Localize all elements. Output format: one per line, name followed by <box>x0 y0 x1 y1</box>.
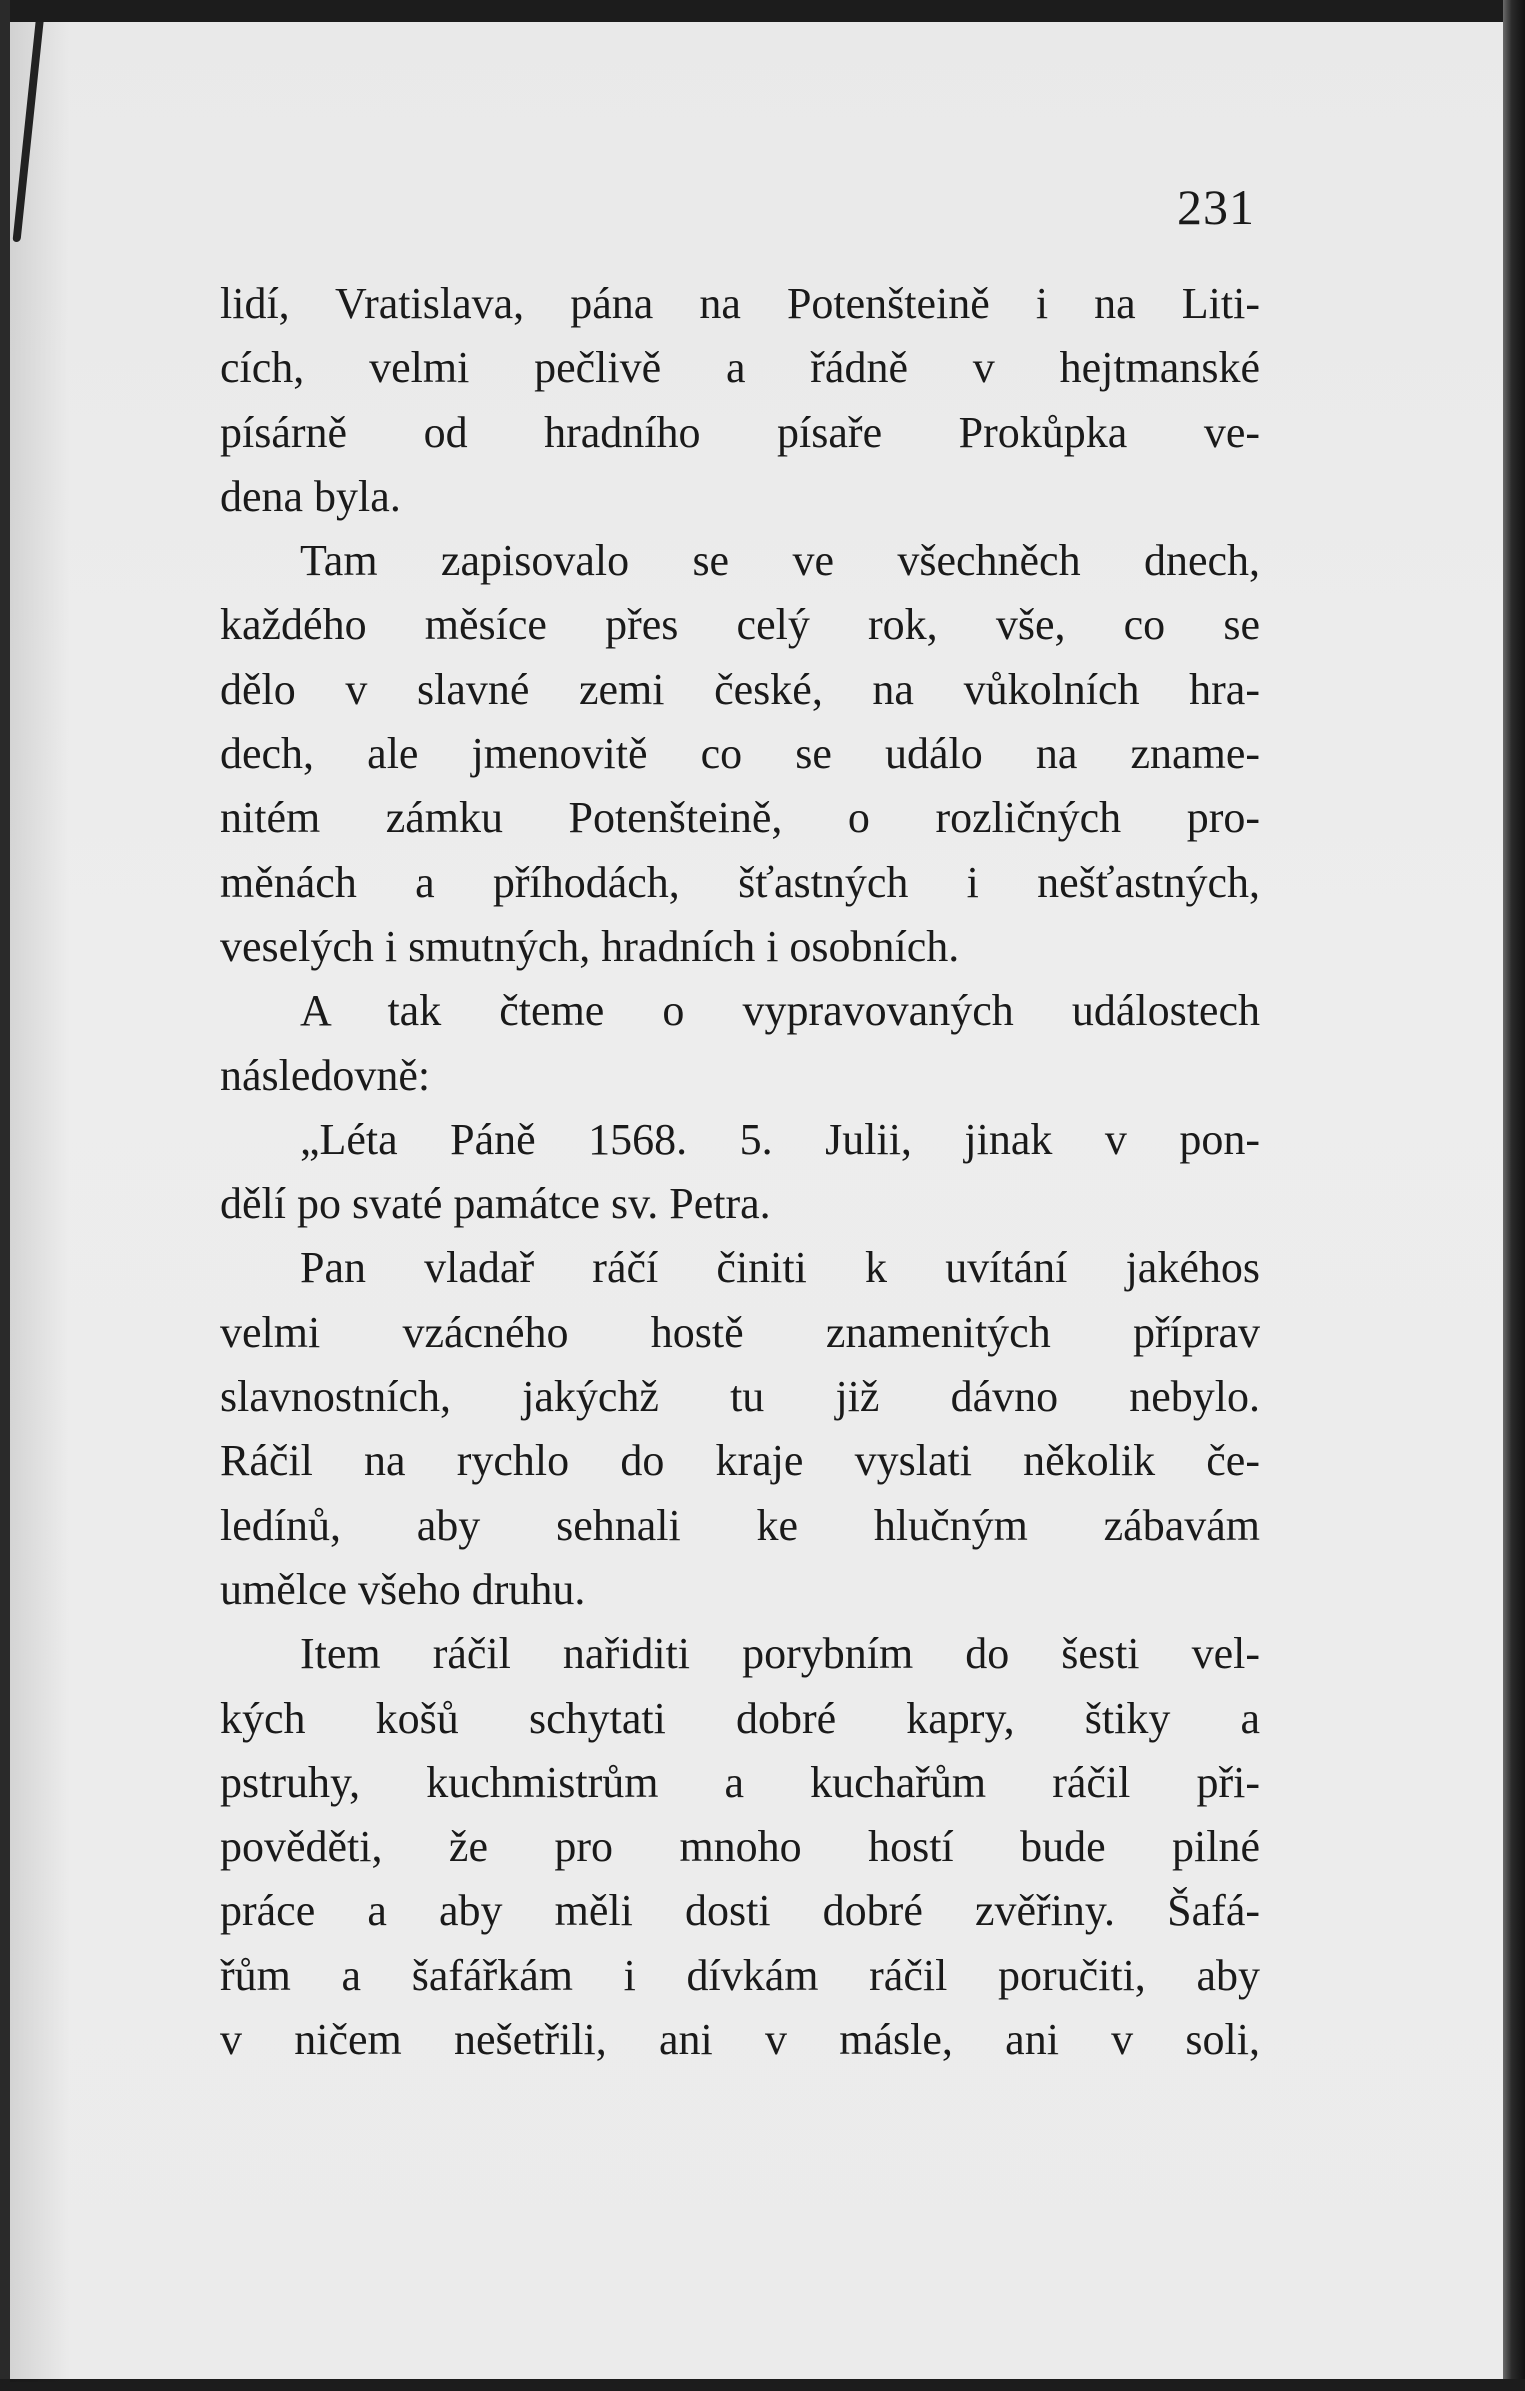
text-line: v ničem nešetřili, ani v másle, ani v soli, <box>220 2015 1260 2065</box>
text-line: ledínů, aby sehnali ke hlučným zábavám <box>220 1500 1260 1550</box>
body-text <box>220 272 1260 2072</box>
text-line: následovně: <box>220 1050 431 1100</box>
scan-border-left <box>0 0 10 2391</box>
scan-border-bottom <box>0 2379 1525 2391</box>
text-line: pstruhy, kuchmistrům a kuchařům ráčil při- <box>220 1757 1260 1807</box>
text-line: nitém zámku Potenšteině, o rozličných pro- <box>220 793 1260 843</box>
scan-border-top <box>0 0 1525 22</box>
text-line: Pan vladař ráčí činiti k uvítání jakéhos <box>300 1243 1260 1293</box>
text-line: Tam zapisovalo se ve všechněch dnech, <box>300 536 1260 586</box>
text-line: umělce všeho druhu. <box>220 1564 586 1614</box>
text-line: měnách a příhodách, šťastných i nešťastných, <box>220 857 1260 907</box>
text-line: velmi vzácného hostě znamenitých příprav <box>220 1307 1260 1357</box>
text-line: pověděti, že pro mnoho hostí bude pilné <box>220 1822 1260 1872</box>
text-line: dělí po svaté památce sv. Petra. <box>220 1179 771 1229</box>
text-line: „Léta Páně 1568. 5. Julii, jinak v pon- <box>300 1114 1260 1164</box>
text-line: A tak čteme o vypravovaných událostech <box>300 986 1260 1036</box>
text-line: každého měsíce přes celý rok, vše, co se <box>220 600 1260 650</box>
page-number: 231 <box>1177 179 1255 235</box>
text-line: dena byla. <box>220 471 401 521</box>
text-line: Item ráčil nařiditi porybním do šesti vel- <box>300 1629 1260 1679</box>
text-line: lidí, Vratislava, pána na Potenšteině i na Liti- <box>220 279 1260 328</box>
text-line: práce a aby měli dosti dobré zvěřiny. Šafá- <box>220 1886 1260 1936</box>
text-line: dech, ale jmenovitě co se událo na zname- <box>220 729 1260 779</box>
scan-border-right <box>1503 0 1525 2391</box>
text-line: Ráčil na rychlo do kraje vyslati několik če- <box>220 1436 1260 1486</box>
binding-shadow <box>10 22 70 2382</box>
text-line: písárně od hradního písaře Prokůpka ve- <box>220 407 1260 457</box>
text-line: veselých i smutných, hradních i osobních. <box>220 921 960 971</box>
text-line: řům a šafářkám i dívkám ráčil poručiti, aby <box>220 1950 1260 2000</box>
text-line: kých košů schytati dobré kapry, štiky a <box>220 1693 1260 1743</box>
text-line: cích, velmi pečlivě a řádně v hejtmanské <box>220 343 1260 393</box>
text-line: slavnostních, jakýchž tu již dávno nebylo. <box>220 1372 1260 1422</box>
text-line: dělo v slavné zemi české, na vůkolních hra- <box>220 664 1260 714</box>
